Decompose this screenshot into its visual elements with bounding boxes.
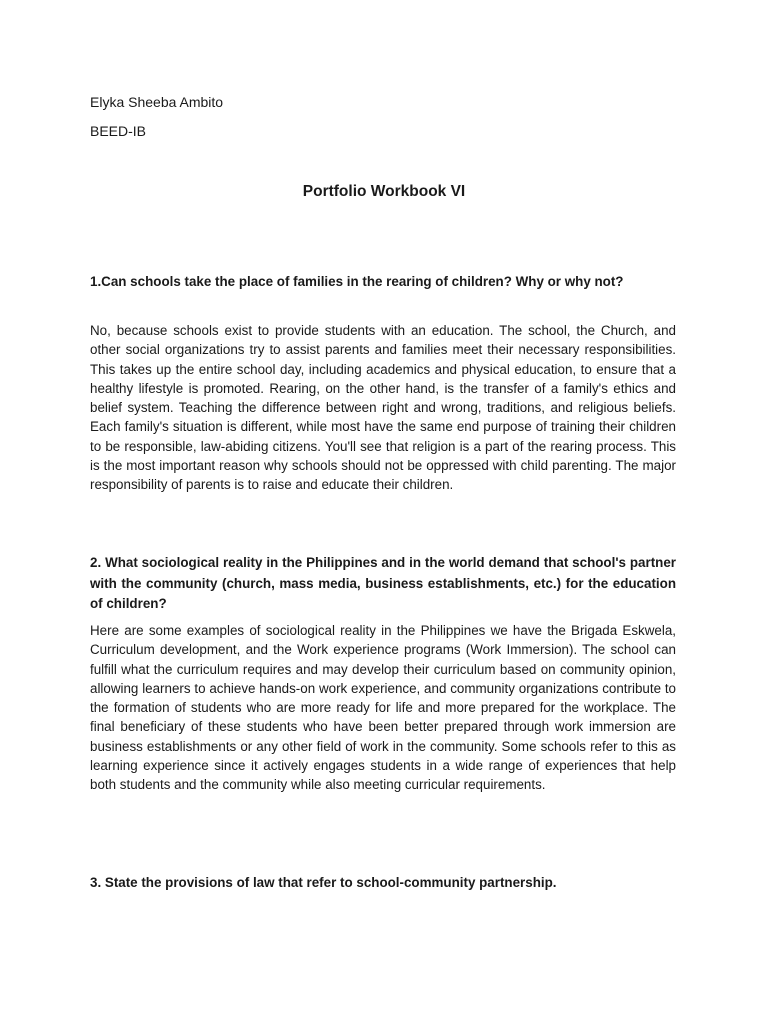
- question-2: 2. What sociological reality in the Philippines and in the world demand that school's partner with the community (church, mass media, business establishments, etc.) for the education of children?: [90, 555, 676, 611]
- author-name: Elyka Sheeba Ambito: [90, 94, 224, 110]
- course-section: BEED-IB: [90, 123, 147, 139]
- answer-1: No, because schools exist to provide students with an education. The school, the Church, and other social organizations try to assist parents and families meet their necessary responsibilities. This takes up the entire school day, including academics and physical education, to ensure that a healthy lifestyle is promoted. Rearing, on the other hand, is the transfer of a family's ethics and belief system. Teaching the difference between right and wrong, traditions, and religious beliefs. Each family's situation is different, while most have the same end purpose of training their children to be responsible, law-abiding citizens. You'll see that religion is a part of the rearing process. This is the most important reason why schools should not be oppressed with child parenting. The major responsibility of parents is to raise and educate their children.: [90, 323, 676, 493]
- document-title: Portfolio Workbook VI: [302, 183, 466, 200]
- question-3: 3. State the provisions of law that refer to school-community partnership.: [90, 875, 557, 890]
- answer-2: Here are some examples of sociological reality in the Philippines we have the Brigada Eskwela, Curriculum development, and the Work experience programs (Work Immersion). The school can fulfill what the curriculum requires and may develop their curriculum based on community opinion, allowing learners to achieve hands-on work experience, and community organizations contribute to the formation of students who are more ready for life and more prepared for the workplace. The final beneficiary of these students who have been better prepared through work immersion are business establishments or any other field of work in the community. Some schools refer to this as learning experience since it actively engages students in a wide range of experiences that help both students and the community while also meeting curricular requirements.: [90, 623, 676, 793]
- question-1: 1.Can schools take the place of families in the rearing of children? Why or why not?: [90, 274, 624, 289]
